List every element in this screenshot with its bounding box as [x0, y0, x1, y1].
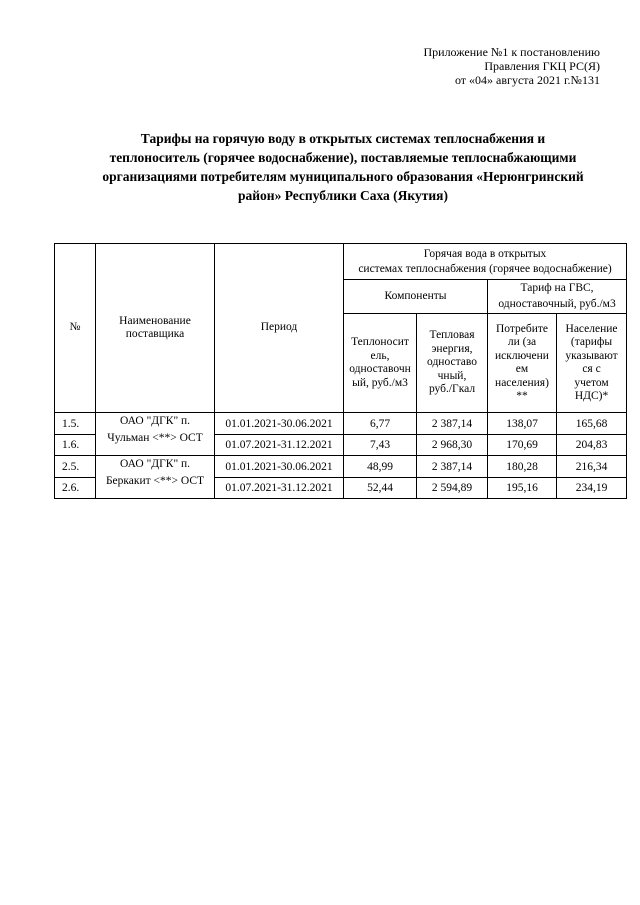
cell-heat-energy: 2 387,14 [417, 456, 488, 478]
cell-heat-energy: 2 968,30 [417, 435, 488, 456]
cell-consumers: 195,16 [488, 478, 557, 499]
cell-period: 01.07.2021-31.12.2021 [215, 478, 344, 499]
title-line: район» Республики Саха (Якутия) [238, 188, 448, 203]
tariff-table [54, 243, 627, 499]
header-tariff-group: Тариф на ГВС, одноставочный, руб./м3 [488, 280, 627, 314]
cell-heat-energy: 2 387,14 [417, 413, 488, 435]
cell-period: 01.01.2021-30.06.2021 [215, 413, 344, 435]
title-line: организациями потребителям муниципального образования «Нерюнгринский [102, 169, 584, 184]
header-row [55, 244, 627, 280]
title-line: Тарифы на горячую воду в открытых системах теплоснабжения и [140, 131, 546, 146]
cell-number: 1.5. [55, 413, 96, 435]
cell-number: 1.6. [55, 435, 96, 456]
cell-heat-carrier: 6,77 [344, 413, 417, 435]
appendix-line: Правления ГКЦ РС(Я) [484, 59, 600, 73]
header-supplier: Наименование поставщика [96, 244, 215, 413]
table-row [55, 413, 627, 435]
cell-number: 2.5. [55, 456, 96, 478]
cell-consumers: 170,69 [488, 435, 557, 456]
cell-supplier: ОАО "ДГК" п. Беркакит <**> ОСТ [96, 456, 215, 499]
cell-period: 01.01.2021-30.06.2021 [215, 456, 344, 478]
header-population: Население (тарифы указывают ся с учетом НДС)* [557, 314, 627, 413]
cell-population: 234,19 [557, 478, 627, 499]
appendix-reference [423, 45, 600, 87]
cell-heat-energy: 2 594,89 [417, 478, 488, 499]
table-row [55, 456, 627, 478]
title-line: теплоноситель (горячее водоснабжение), поставляемые теплоснабжающими [109, 150, 577, 165]
table-header [55, 244, 627, 413]
document-title [48, 129, 638, 205]
cell-consumers: 180,28 [488, 456, 557, 478]
header-hot-water-group: Горячая вода в открытых системах теплоснабжения (горячее водоснабжение) [344, 244, 627, 280]
cell-period: 01.07.2021-31.12.2021 [215, 435, 344, 456]
header-consumers: Потребите ли (за исключени ем населения) ** [488, 314, 557, 413]
cell-consumers: 138,07 [488, 413, 557, 435]
header-number: № [55, 244, 96, 413]
cell-heat-carrier: 52,44 [344, 478, 417, 499]
cell-population: 216,34 [557, 456, 627, 478]
cell-population: 204,83 [557, 435, 627, 456]
header-heat-energy: Тепловая энергия, одноставо чный, руб./Гкал [417, 314, 488, 413]
appendix-line: Приложение №1 к постановлению [423, 45, 600, 59]
header-period: Период [215, 244, 344, 413]
table-body [55, 413, 627, 499]
cell-heat-carrier: 7,43 [344, 435, 417, 456]
cell-heat-carrier: 48,99 [344, 456, 417, 478]
cell-population: 165,68 [557, 413, 627, 435]
cell-supplier: ОАО "ДГК" п. Чульман <**> ОСТ [96, 413, 215, 456]
appendix-line: от «04» августа 2021 г.№131 [454, 73, 600, 87]
header-components-group: Компоненты [344, 280, 488, 314]
cell-number: 2.6. [55, 478, 96, 499]
header-heat-carrier: Теплоносит ель, одноставочн ый, руб./м3 [344, 314, 417, 413]
